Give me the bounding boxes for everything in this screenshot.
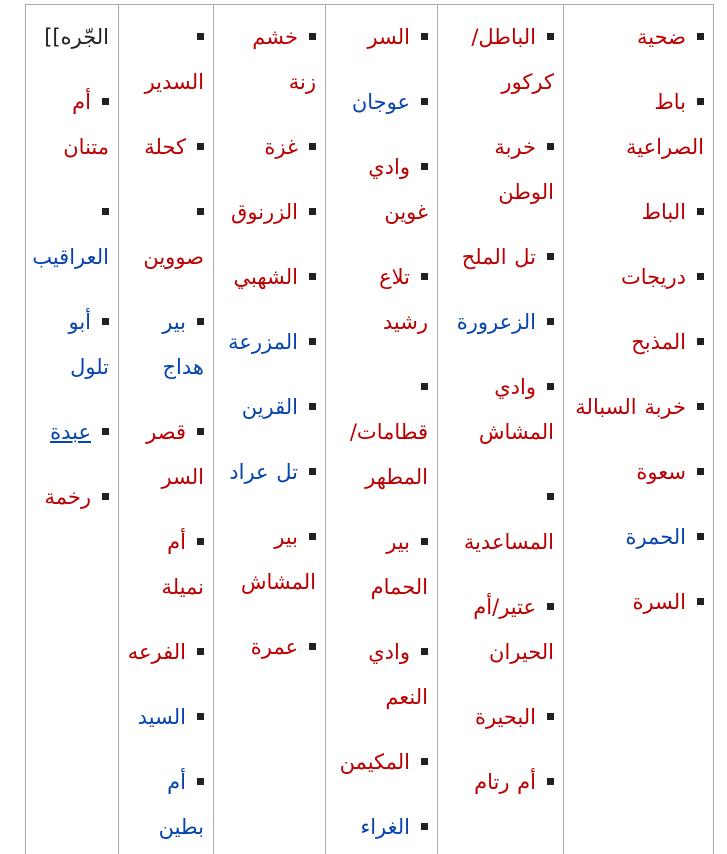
wiki-redlink[interactable]: كحلة [144,135,186,159]
list-item [446,300,554,345]
wiki-redlink[interactable]: خربة السبالة [575,395,686,419]
list-item [446,475,554,565]
square-bullet-icon [309,468,316,475]
wiki-redlink[interactable]: غزة [264,135,298,159]
square-bullet-icon [697,33,704,40]
square-bullet-icon [309,643,316,650]
list-column-5 [118,5,213,854]
list-item [572,580,704,625]
list-item [127,190,204,280]
square-bullet-icon [421,98,428,105]
square-bullet-icon [547,33,554,40]
list-item [572,255,704,300]
wiki-link[interactable]: العراقيب [32,245,109,269]
square-bullet-icon [421,538,428,545]
square-bullet-icon [102,428,109,435]
square-bullet-icon [697,533,704,540]
list-item [334,740,428,785]
list-item [572,385,704,430]
square-bullet-icon [547,493,554,500]
list-item [127,630,204,675]
wiki-link[interactable]: بير هداج [162,310,204,379]
list-item [34,80,109,170]
square-bullet-icon [697,273,704,280]
list-item [446,235,554,280]
square-bullet-icon [547,253,554,260]
list-item [127,760,204,850]
list-item [222,320,316,365]
square-bullet-icon [197,428,204,435]
list-item [572,515,704,560]
wiki-link[interactable]: تل عراد [229,460,298,484]
wiki-redlink[interactable]: رخمة [44,485,91,509]
wiki-redlink[interactable]: الباطل/كركور [471,25,554,94]
square-bullet-icon [197,778,204,785]
wiki-redlink[interactable]: تلاع رشيد [379,265,428,334]
wiki-redlink[interactable]: خشم زنة [252,25,316,94]
square-bullet-icon [697,598,704,605]
list-item [446,365,554,455]
list-item [334,520,428,610]
wiki-redlink[interactable]: المذبح [631,330,686,354]
list-item [446,760,554,805]
square-bullet-icon [197,143,204,150]
wiki-redlink[interactable]: بير المشاش [240,525,316,594]
square-bullet-icon [102,208,109,215]
wiki-redlink[interactable]: وادي النعم [368,640,428,709]
square-bullet-icon [309,33,316,40]
list-item [127,695,204,740]
square-bullet-icon [309,403,316,410]
wiki-redlink[interactable]: سعوة [636,460,686,484]
list-item [572,190,704,235]
wiki-redlink[interactable]: السرة [632,590,686,614]
list-item [446,125,554,215]
list-item [446,695,554,740]
wiki-redlink[interactable]: وادي غوين [368,155,428,224]
list-item [334,255,428,345]
list-item [222,15,316,105]
square-bullet-icon [197,648,204,655]
square-bullet-icon [547,603,554,610]
square-bullet-icon [421,273,428,280]
square-bullet-icon [197,713,204,720]
wiki-link[interactable]: عوجان [351,90,410,114]
wiki-link[interactable]: القرين [241,395,298,419]
wiki-redlink[interactable]: باط الصراعية [626,90,704,159]
square-bullet-icon [697,403,704,410]
list-item [34,475,109,520]
square-bullet-icon [197,208,204,215]
list-item [127,410,204,500]
square-bullet-icon [102,98,109,105]
square-bullet-icon [421,33,428,40]
wiki-redlink[interactable]: عمرة [250,635,298,659]
list-item [572,450,704,495]
square-bullet-icon [197,318,204,325]
square-bullet-icon [309,338,316,345]
square-bullet-icon [197,33,204,40]
square-bullet-icon [309,208,316,215]
village-list-columns [25,4,714,854]
square-bullet-icon [547,713,554,720]
list-item [334,15,428,60]
list-item [34,410,109,455]
list-column-1 [563,5,713,854]
square-bullet-icon [102,318,109,325]
list-item [34,190,109,280]
wiki-redlink[interactable]: الزرنوق [231,200,298,224]
wiki-link[interactable]: الحمرة [625,525,686,549]
square-bullet-icon [421,758,428,765]
wiki-redlink[interactable]: أم نميلة [161,530,204,599]
wiki-redlink[interactable]: خربة الوطن [494,135,554,204]
wiki-redlink[interactable]: السدير [144,70,204,94]
square-bullet-icon [421,383,428,390]
square-bullet-icon [309,533,316,540]
square-bullet-icon [547,143,554,150]
square-bullet-icon [547,383,554,390]
wiki-redlink[interactable]: قطامات/المطهر [349,420,428,489]
list-item [222,255,316,300]
square-bullet-icon [102,493,109,500]
wiki-redlink[interactable]: الشهبي [233,265,298,289]
wiki-redlink[interactable]: عتير/أم الحيران [473,595,554,664]
wiki-redlink[interactable]: المساعدية [463,530,554,554]
square-bullet-icon [421,648,428,655]
square-bullet-icon [421,823,428,830]
wiki-link[interactable]: السيد [137,705,186,729]
list-item [572,320,704,365]
list-item [334,80,428,125]
wiki-link[interactable]: الغراء [360,815,410,839]
list-column-4 [213,5,325,854]
wiki-redlink[interactable]: الفرعه [127,640,186,664]
wiki-link[interactable]: المزرعة [228,330,298,354]
square-bullet-icon [309,273,316,280]
wiki-redlink[interactable]: تل الملح [461,245,536,269]
list-item [572,15,704,60]
wiki-redlink[interactable]: صووين [143,245,204,269]
list-column-3 [325,5,437,854]
list-item [127,300,204,390]
wiki-redlink[interactable]: السر [367,25,410,49]
wiki-redlink[interactable]: قصر السر [146,420,204,489]
wiki-redlink[interactable]: وادي المشاش [478,375,554,444]
list-item [127,520,204,610]
list-item [334,805,428,850]
square-bullet-icon [309,143,316,150]
wiki-redlink[interactable]: الباط [641,200,686,224]
list-item [446,585,554,675]
list-item [334,630,428,720]
list-item [334,365,428,500]
square-bullet-icon [697,98,704,105]
list-item [127,15,204,105]
wiki-link[interactable]: أم بطين [158,770,204,839]
list-column-6 [25,5,118,854]
wiki-redlink[interactable]: دريجات [620,265,686,289]
list-item [222,190,316,235]
list-item [334,145,428,235]
list-item [222,515,316,605]
square-bullet-icon [697,468,704,475]
plain-text: الجّره]] [44,25,109,49]
list-item [446,15,554,105]
list-item [222,385,316,430]
square-bullet-icon [547,318,554,325]
square-bullet-icon [697,338,704,345]
square-bullet-icon [421,163,428,170]
list-item [222,625,316,670]
square-bullet-icon [547,778,554,785]
wiki-redlink[interactable]: بير الحمام [370,530,428,599]
wiki-redlink[interactable]: ضحية [637,25,686,49]
wiki-link[interactable]: الزعرورة [456,310,536,334]
list-item [572,80,704,170]
list-column-2 [437,5,563,854]
wiki-link[interactable]: أبو تلول [68,310,109,379]
wiki-redlink[interactable]: البحيرة [474,705,536,729]
list-item [222,125,316,170]
wiki-redlink[interactable]: أم رتام [474,770,536,794]
wiki-link[interactable]: عبدة [50,420,91,444]
list-item [34,300,109,390]
square-bullet-icon [197,538,204,545]
wiki-redlink[interactable]: المكيمن [339,750,410,774]
square-bullet-icon [697,208,704,215]
wiki-redlink[interactable]: أم متنان [63,90,109,159]
list-item [34,15,109,60]
list-item [127,125,204,170]
list-item [222,450,316,495]
